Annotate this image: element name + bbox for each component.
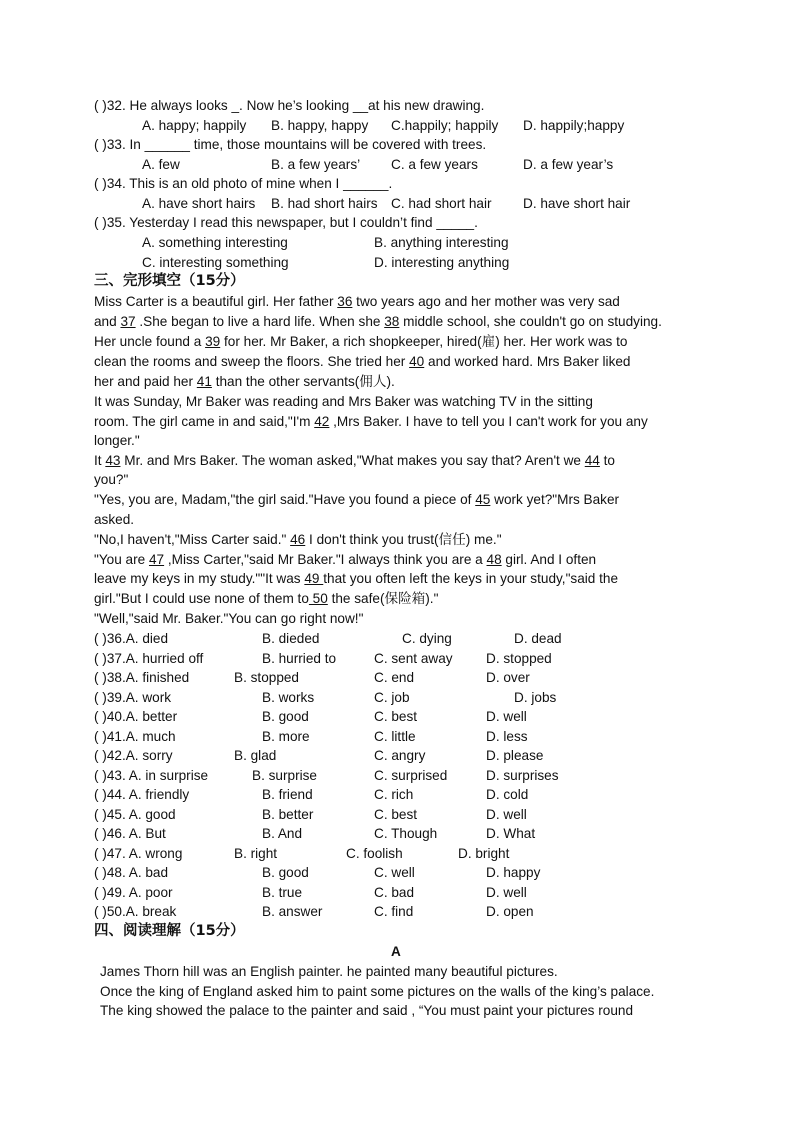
passage-line (94, 332, 627, 351)
blank-number: 37 (120, 314, 136, 329)
option-b: B. stopped (234, 670, 299, 685)
passage-text: girl."But I could use none of them to (94, 591, 309, 606)
answer-option: A. happy; happily (142, 118, 247, 133)
passage-line (94, 312, 662, 331)
reading-line: James Thorn hill was an English painter. he painted many beautiful pictures. (100, 964, 558, 979)
option-c: C. angry (374, 748, 426, 763)
option-row-question: ( )38.A. finished (94, 670, 190, 685)
option-row-question: ( )48. A. bad (94, 865, 169, 880)
passage-text: Miss Carter is a beautiful girl. Her father (94, 294, 338, 309)
blank-number: 44 (584, 453, 600, 468)
option-c: C. sent away (374, 651, 453, 666)
passage-text: asked. (94, 512, 135, 527)
blank-number: 38 (384, 314, 400, 329)
reading-line: The king showed the palace to the painter and said , “You must paint your pictures round (100, 1003, 634, 1018)
option-c: C. well (374, 865, 415, 880)
reading-line: Once the king of England asked him to paint some pictures on the walls of the king’s palace. (100, 984, 655, 999)
passage-text: for her. Mr Baker, a rich shopkeeper, hired(雇) her. Her work was to (220, 334, 628, 349)
option-b: B. dieded (262, 631, 320, 646)
passage-line (94, 550, 596, 569)
passage-text: girl. And I often (501, 552, 597, 567)
passage-text: and worked hard. Mrs Baker liked (424, 354, 631, 369)
answer-option: A. something interesting (142, 235, 288, 250)
option-c: C. surprised (374, 768, 448, 783)
option-c: C. bad (374, 885, 415, 900)
option-d: D. over (486, 670, 530, 685)
option-b: B. friend (262, 787, 313, 802)
option-d: D. dead (514, 631, 562, 646)
option-row-question: ( )39.A. work (94, 690, 172, 705)
answer-option: C. had short hair (391, 196, 492, 211)
answer-option: B. anything interesting (374, 235, 509, 250)
option-c: C. little (374, 729, 416, 744)
blank-number: 41 (196, 374, 212, 389)
passage-text: Her uncle found a (94, 334, 206, 349)
passage-text: "You are (94, 552, 149, 567)
passage-text: room. The girl came in and said,"I'm (94, 414, 315, 429)
passage-text: "Yes, you are, Madam,"the girl said."Have you found a piece of (94, 492, 476, 507)
answer-option: C.happily; happily (391, 118, 499, 133)
option-d: D. well (486, 885, 527, 900)
option-c: C. find (374, 904, 414, 919)
option-row-question: ( )50.A. break (94, 904, 177, 919)
option-d: D. open (486, 904, 534, 919)
option-b: B. good (262, 709, 309, 724)
option-row-question: ( )46. A. But (94, 826, 166, 841)
passage-line (94, 372, 395, 391)
option-b: B. And (262, 826, 303, 841)
option-row-question: ( )37.A. hurried off (94, 651, 204, 666)
passage-text: ,Mrs Baker. I have to tell you I can't work for you any (329, 414, 648, 429)
blank-number: 36 (337, 294, 353, 309)
question-stem: ( )33. In ______ time, those mountains will be covered with trees. (94, 137, 487, 152)
blank-number: 45 (475, 492, 491, 507)
option-b: B. true (262, 885, 303, 900)
section-title: 四、阅读理解（15分） (94, 923, 245, 939)
passage-line (94, 609, 363, 628)
answer-option: B. had short hairs (271, 196, 378, 211)
option-c: C. end (374, 670, 415, 685)
passage-text: clean the rooms and sweep the floors. She tried her (94, 354, 410, 369)
passage-line (94, 490, 619, 509)
passage-text: I don't think you trust(信任) me." (305, 532, 502, 547)
blank-number: 43 (105, 453, 121, 468)
option-row-question: ( )47. A. wrong (94, 846, 183, 861)
option-d: D. please (486, 748, 544, 763)
option-d: D. stopped (486, 651, 552, 666)
answer-option: D. have short hair (523, 196, 631, 211)
option-c: C. best (374, 807, 418, 822)
passage-text: "No,I haven't,"Miss Carter said." (94, 532, 291, 547)
option-b: B. glad (234, 748, 277, 763)
option-row-question: ( )36.A. died (94, 631, 169, 646)
passage-text: .She began to live a hard life. When she (135, 314, 385, 329)
option-c: C. Though (374, 826, 438, 841)
passage-text: Mr. and Mrs Baker. The woman asked,"What makes you say that? Aren't we (120, 453, 585, 468)
passage-text: It was Sunday, Mr Baker was reading and Mrs Baker was watching TV in the sitting (94, 394, 593, 409)
option-d: D. bright (458, 846, 510, 861)
option-row-question: ( )41.A. much (94, 729, 176, 744)
blank-number: 48 (486, 552, 502, 567)
passage-text: than the other servants(佣人). (211, 374, 395, 389)
passage-line (94, 292, 620, 311)
option-row-question: ( )42.A. sorry (94, 748, 173, 763)
option-row-question: ( )40.A. better (94, 709, 178, 724)
passage-line (94, 510, 134, 529)
blank-number: 49 (304, 571, 324, 586)
option-d: D. What (486, 826, 536, 841)
option-c: C. best (374, 709, 418, 724)
option-d: D. cold (486, 787, 529, 802)
option-d: D. jobs (514, 690, 557, 705)
passage-text: two years ago and her mother was very sad (352, 294, 620, 309)
passage-text: that you often left the keys in your study,"said the (323, 571, 619, 586)
passage-text: to (599, 453, 615, 468)
passage-text: ,Miss Carter,"said Mr Baker."I always think you are a (164, 552, 487, 567)
question-stem: ( )34. This is an old photo of mine when I ______. (94, 176, 393, 191)
blank-number: 42 (314, 414, 330, 429)
option-b: B. better (262, 807, 314, 822)
option-d: D. less (486, 729, 528, 744)
option-c: C. dying (402, 631, 452, 646)
option-b: B. good (262, 865, 309, 880)
passage-text: "Well,"said Mr. Baker."You can go right now!" (94, 611, 364, 626)
option-d: D. well (486, 709, 527, 724)
answer-option: D. interesting anything (374, 255, 510, 270)
passage-line (94, 530, 502, 549)
answer-option: D. happily;happy (523, 118, 625, 133)
passage-text: the safe(保险箱)." (327, 591, 439, 606)
blank-number: 50 (308, 591, 328, 606)
answer-option: A. few (142, 157, 180, 172)
option-row-question: ( )45. A. good (94, 807, 176, 822)
answer-option: B. a few years’ (271, 157, 361, 172)
blank-number: 40 (409, 354, 425, 369)
option-row-question: ( )44. A. friendly (94, 787, 190, 802)
option-b: B. right (234, 846, 278, 861)
section-title: 三、完形填空（15分） (94, 273, 245, 289)
passage-text: you?" (94, 472, 129, 487)
answer-option: A. have short hairs (142, 196, 256, 211)
blank-number: 46 (290, 532, 306, 547)
passage-line (94, 392, 593, 411)
answer-option: B. happy, happy (271, 118, 369, 133)
option-c: C. rich (374, 787, 414, 802)
option-b: B. works (262, 690, 315, 705)
option-row-question: ( )43. A. in surprise (94, 768, 209, 783)
passage-line (94, 569, 618, 588)
blank-number: 47 (148, 552, 165, 567)
passage-line (94, 470, 128, 489)
answer-option: D. a few year’s (523, 157, 614, 172)
option-row-question: ( )49. A. poor (94, 885, 173, 900)
option-c: C. job (374, 690, 410, 705)
answer-option: C. a few years (391, 157, 478, 172)
passage-label: A (391, 944, 401, 959)
passage-text: her and paid her (94, 374, 197, 389)
passage-text: and (94, 314, 121, 329)
question-stem: ( )35. Yesterday I read this newspaper, but I couldn’t find _____. (94, 215, 478, 230)
passage-line (94, 431, 140, 450)
passage-text: longer." (94, 433, 140, 448)
question-stem: ( )32. He always looks _. Now he’s looking __at his new drawing. (94, 98, 485, 113)
option-b: B. answer (262, 904, 323, 919)
option-b: B. hurried to (262, 651, 337, 666)
passage-line (94, 451, 615, 470)
passage-text: middle school, she couldn't go on studying. (399, 314, 662, 329)
option-c: C. foolish (346, 846, 403, 861)
answer-option: C. interesting something (142, 255, 289, 270)
passage-text: leave my keys in my study.""It was (94, 571, 305, 586)
option-b: B. more (262, 729, 310, 744)
option-d: D. well (486, 807, 527, 822)
option-d: D. surprises (486, 768, 559, 783)
passage-line (94, 589, 438, 608)
blank-number: 39 (205, 334, 221, 349)
passage-line (94, 352, 631, 371)
passage-line (94, 412, 648, 431)
passage-text: work yet?"Mrs Baker (490, 492, 620, 507)
option-b: B. surprise (252, 768, 317, 783)
passage-text: It (94, 453, 106, 468)
option-d: D. happy (486, 865, 541, 880)
